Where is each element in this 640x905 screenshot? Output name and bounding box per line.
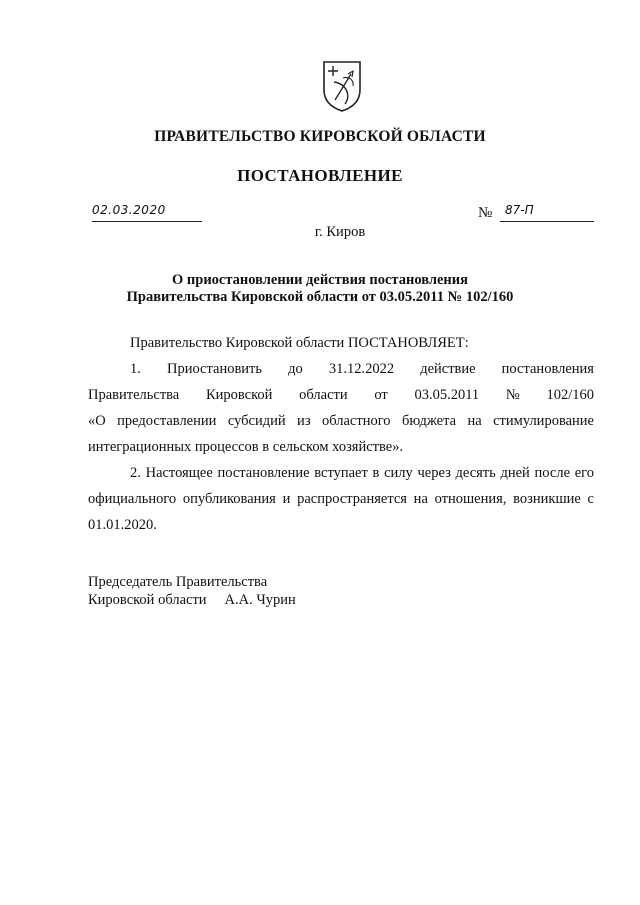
document-title xyxy=(100,272,540,306)
item-1-word: Правительства xyxy=(88,387,180,403)
signatory-name: А.А. Чурин xyxy=(224,592,296,608)
item-1-word: от xyxy=(374,387,388,403)
title-line-1: О приостановлении действия постановления xyxy=(172,272,468,288)
item-1-line-2 xyxy=(88,382,594,408)
signatory-position-line-1: Председатель Правительства xyxy=(88,574,268,590)
item-1-word: № xyxy=(505,387,520,403)
item-1-word: 31.12.2022 xyxy=(328,361,395,377)
document-type: ПОСТАНОВЛЕНИЕ xyxy=(237,166,403,185)
number-label: № xyxy=(478,205,493,221)
signatory-position-line-2 xyxy=(88,591,296,609)
item-1-word: постановления xyxy=(501,361,594,377)
item-1-word: 102/160 xyxy=(546,387,594,403)
item-1-word: действие xyxy=(420,361,476,377)
intro-paragraph: Правительство Кировской области ПОСТАНОВЛЯЕТ: xyxy=(130,335,469,351)
document-date: 02.03.2020 xyxy=(92,203,166,217)
item-1-word: области xyxy=(299,387,348,403)
document-number: 87-П xyxy=(505,203,534,217)
item-1-word: до xyxy=(288,361,303,377)
document-body xyxy=(88,330,594,538)
item-1-word: Кировской xyxy=(205,387,273,403)
item-2-paragraph: 2. Настоящее постановление вступает в силу через десять дней после его официального опубликования и распространяется на отношения, возникшие с 01.01.2020. xyxy=(88,465,594,533)
city: г. Киров xyxy=(314,224,366,240)
item-1-rest: «О предоставлении субсидий из областного бюджета на стимулирование интеграционных процессов в сельском хозяйстве». xyxy=(88,413,594,455)
item-1-word: Приостановить xyxy=(166,361,263,377)
title-line-2: Правительства Кировской области от 03.05.2011 № 102/160 xyxy=(126,289,514,305)
item-1-line-1 xyxy=(88,356,594,382)
signatory-region: Кировской области xyxy=(88,592,207,608)
signature-block xyxy=(88,573,296,609)
organization-name: ПРАВИТЕЛЬСТВО КИРОВСКОЙ ОБЛАСТИ xyxy=(154,128,486,145)
coat-of-arms-icon xyxy=(321,60,363,112)
item-1-word: 1. xyxy=(130,361,141,377)
item-1-word: 03.05.2011 xyxy=(414,387,480,403)
